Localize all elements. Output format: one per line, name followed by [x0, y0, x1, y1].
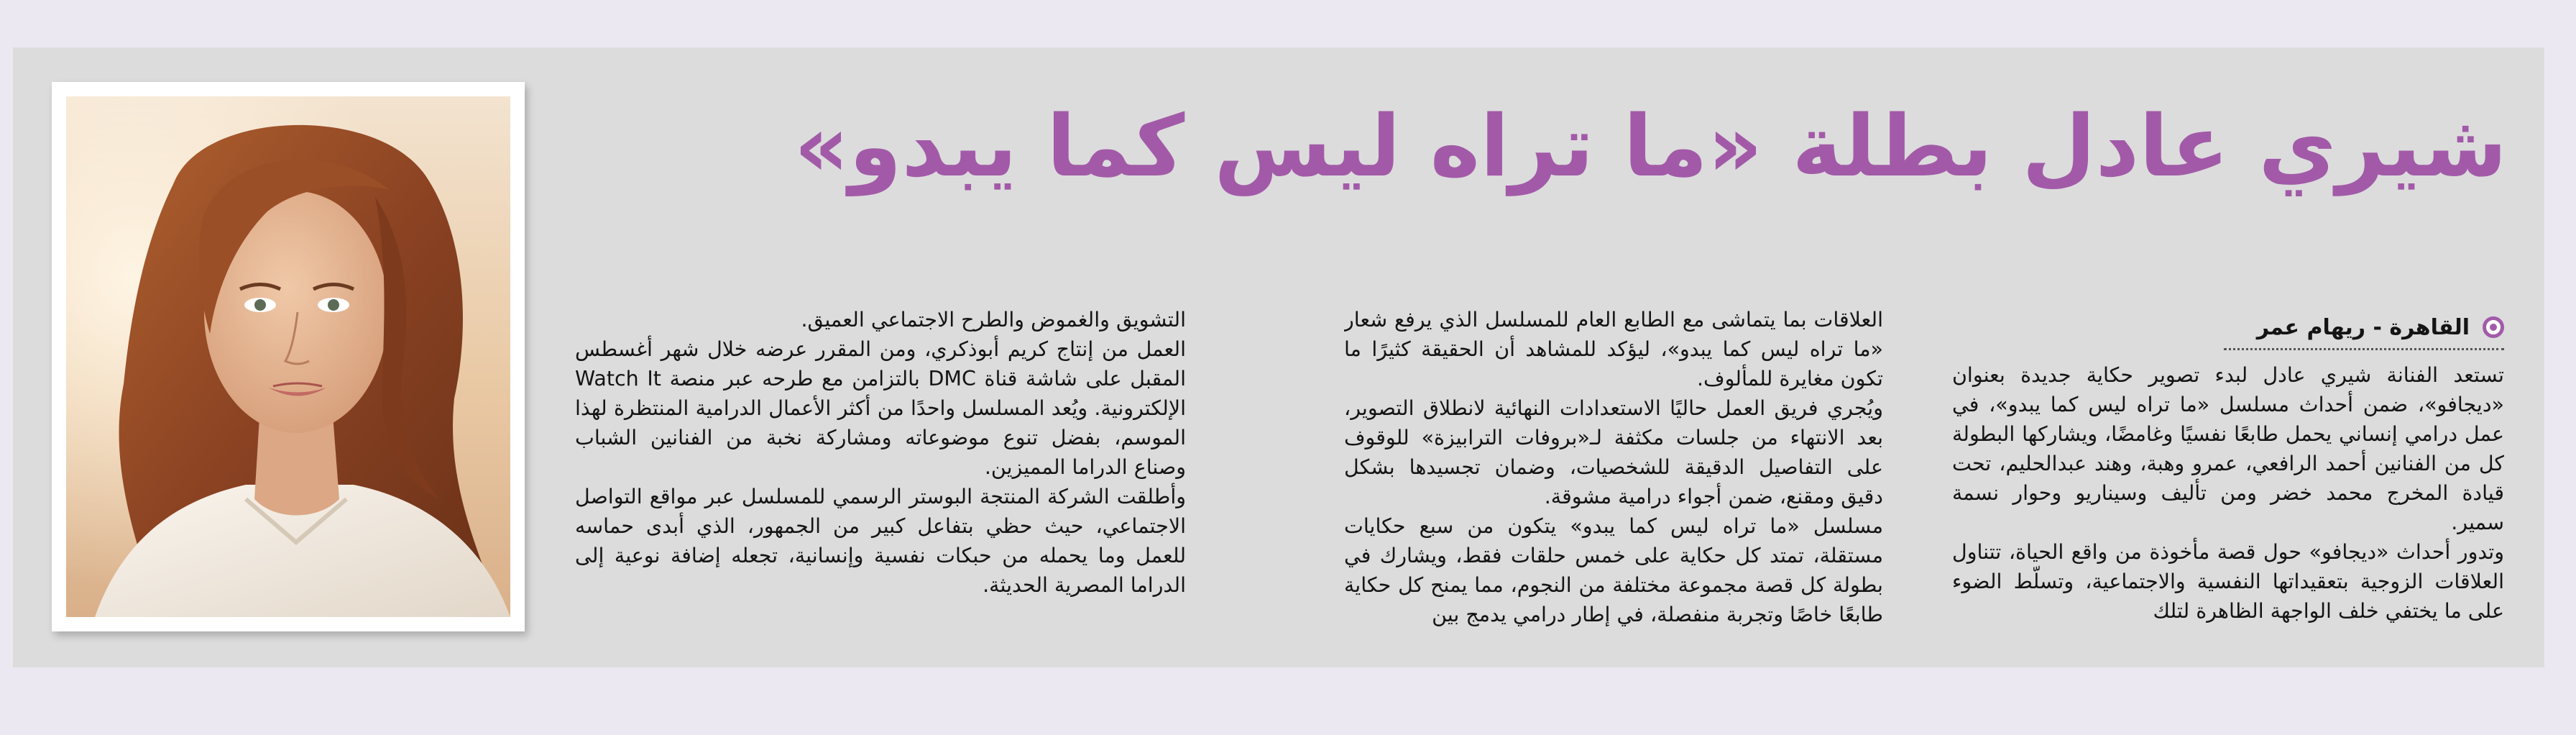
paragraph: مسلسل «ما تراه ليس كما يبدو» يتكون من سبع حكايات مستقلة، تمتد كل حكاية على خمس حلقات فقط، ويشارك في بطولة كل قصة مجموعة مختلفة من النجوم، مما يمنح كل حكاية طابعًا خاصًا وتجربة منفصلة، في إطار درامي يدمج بين [1344, 514, 1883, 626]
headline: شيري عادل بطلة «ما تراه ليس كما يبدو» [794, 96, 2507, 196]
bullet-icon [2483, 316, 2504, 338]
article-column-right [1952, 311, 2504, 735]
portrait-photo [66, 96, 510, 617]
paragraph: وأطلقت الشركة المنتجة البوستر الرسمي للمسلسل عبر مواقع التواصل الاجتماعي، حيث حظي بتفاعل كبير من الجمهور، الذي أبدى حماسه للعمل وما يحمله من حبكات نفسية وإنسانية، تجعله إضافة نوعية إلى الدراما المصرية الحديثة. [575, 485, 1186, 597]
paragraph: العلاقات بما يتماشى مع الطابع العام للمسلسل الذي يرفع شعار «ما تراه ليس كما يبدو»، ليؤكد للمشاهد أن الحقيقة كثيرًا ما تكون مغايرة للمألوف. [1344, 308, 1883, 391]
paragraph: العمل من إنتاج كريم أبوذكري، ومن المقرر عرضه خلال شهر أغسطس المقبل على شاشة قناة DMC بالتزامن مع طرحه عبر منصة Watch It الإلكترونية. ويُعد المسلسل واحدًا من أكثر الأعمال الدرامية المنتظرة لهذا الموسم، بفضل تنوع موضوعاته ومشاركة نخبة من الفنانين الشباب وصناع الدراما المميزين. [575, 337, 1186, 479]
byline-text: القاهرة - ريهام عمر [2256, 314, 2470, 340]
photo-frame [52, 82, 525, 631]
newspaper-page [13, 47, 2544, 667]
paragraph: التشويق والغموض والطرح الاجتماعي العميق. [801, 308, 1186, 332]
article-column-middle [1344, 305, 1883, 729]
paragraph: وتدور أحداث «ديجافو» حول قصة مأخوذة من واقع الحياة، تتناول العلاقات الزوجية بتعقيداتها النفسية والاجتماعية، وتسلّط الضوء على ما يختفي خلف الواجهة الظاهرة لتلك [1952, 540, 2504, 623]
byline [2224, 311, 2504, 350]
paragraph: ويُجري فريق العمل حاليًا الاستعدادات النهائية لانطلاق التصوير، بعد الانتهاء من جلسات مكثفة لـ«بروفات الترابيزة» للوقوف على التفاصيل الدقيقة للشخصيات، وضمان تجسيدها بشكل دقيق ومقنع، ضمن أجواء درامية مشوقة. [1344, 396, 1883, 508]
article-column-left [575, 305, 1186, 729]
paragraph: تستعد الفنانة شيري عادل لبدء تصوير حكاية جديدة بعنوان «ديجافو»، ضمن أحداث مسلسل «ما تراه ليس كما يبدو»، في عمل درامي إنساني يحمل طابعًا نفسيًا وغامضًا، ويشاركها البطولة كل من الفنانين أحمد الرافعي، عمرو وهبة، وهند عبدالحليم، تحت قيادة المخرج محمد خضر ومن تأليف وسيناريو وحوار نسمة سمير. [1952, 363, 2504, 534]
